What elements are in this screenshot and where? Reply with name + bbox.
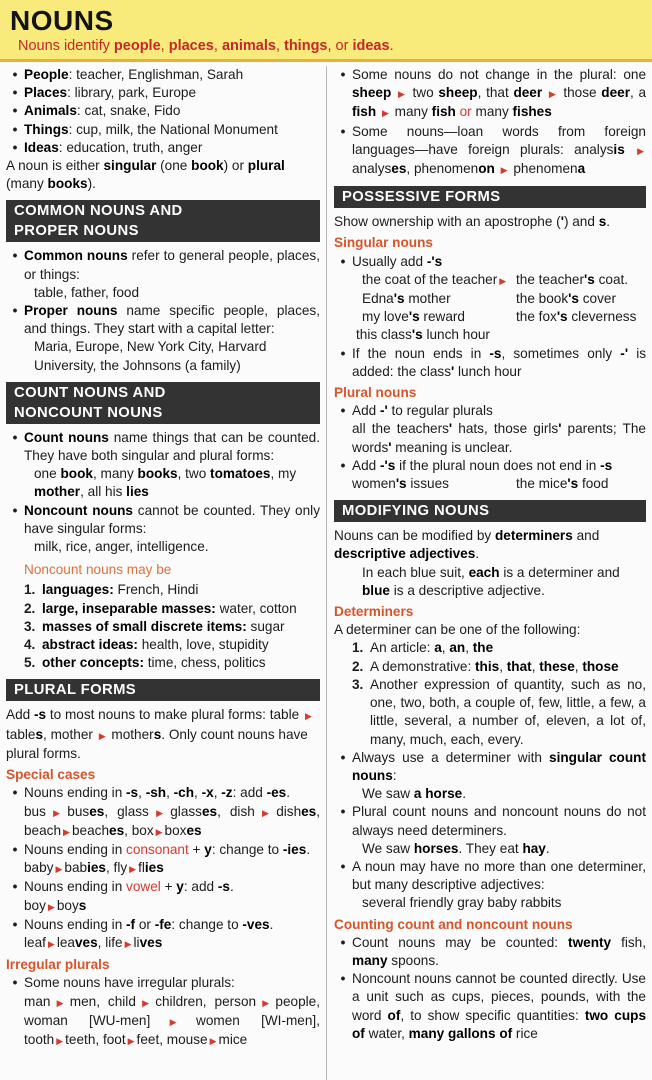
item-text: Nouns ending in -s, -sh, -ch, -x, -z: add -es. bus ▶ buses, glass ▶ glasses, dish ▶ dishes, beach ▶ beaches, box ▶ boxes (24, 785, 320, 838)
section-heading: MODIFYING NOUNS (334, 500, 646, 522)
section-heading: COUNT NOUNS AND NONCOUNT NOUNS (6, 382, 320, 424)
bullet-icon: • (12, 429, 18, 445)
numbered-item (24, 654, 320, 672)
bullet-item (6, 916, 320, 953)
item-number: 2. (24, 600, 36, 616)
item-text: Some nouns have irregular plurals: man ▶ men, child ▶ children, person ▶ people, woman [WU-men] ▶ women [WI-men], tooth ▶ teeth, foot ▶ feet, mouse ▶ mice (24, 975, 320, 1047)
item-number: 3. (24, 618, 36, 634)
item-number: 1. (352, 640, 364, 656)
bullet-icon: • (12, 85, 18, 101)
left-column (6, 66, 320, 1080)
bullet-icon: • (12, 841, 18, 857)
example-text: We saw horses. They eat hay. (362, 840, 550, 856)
bullet-icon: • (340, 934, 346, 950)
bullet-item (6, 139, 320, 157)
subsection-heading: Plural nouns (334, 385, 417, 401)
example-pair (334, 308, 646, 326)
item-text: Nouns ending in vowel + y: add -s. boy ▶ boys (24, 879, 234, 913)
item-text: Nouns ending in consonant + y: change to -ies. baby ▶ babies, fly ▶ flies (24, 841, 311, 876)
example-text: milk, rice, anger, intelligence. (34, 539, 209, 555)
bullet-item (6, 878, 320, 915)
bullet-item (334, 123, 646, 180)
bullet-icon: • (12, 121, 18, 137)
item-text: other concepts: time, chess, politics (42, 655, 266, 671)
numbered-item (24, 636, 320, 654)
item-text: large, inseparable masses: water, cotton (42, 600, 297, 616)
example-pair (334, 271, 646, 290)
item-text: Always use a determiner with singular count nouns: (352, 749, 646, 783)
list-heading: Noncount nouns may be (24, 562, 172, 578)
section-heading: POSSESSIVE FORMS (334, 186, 646, 208)
bullet-item (334, 253, 646, 271)
paragraph: Add -s to most nouns to make plural forms: table ▶ tables, mother ▶ mothers. Only count nouns have plural forms. (6, 707, 312, 761)
item-text: A demonstrative: this, that, these, those (370, 658, 619, 674)
bullet-item (6, 302, 320, 338)
example-text: We saw a horse. (362, 786, 467, 802)
bullet-icon: • (340, 67, 346, 82)
column-divider (326, 66, 327, 1080)
numbered-item (352, 676, 646, 749)
bullet-icon: • (12, 103, 18, 119)
example-pair (334, 290, 646, 308)
bullet-item (334, 749, 646, 785)
right-column (334, 66, 646, 1080)
item-text: Animals: cat, snake, Fido (24, 103, 181, 119)
item-text: Proper nouns name specific people, places, and things. They start with a capital letter: (24, 303, 320, 337)
paragraph: A determiner can be one of the following: (334, 622, 581, 638)
item-text: Things: cup, milk, the National Monument (24, 121, 278, 137)
example-text: Maria, Europe, New York City, Harvard University, the Johnsons (a family) (34, 339, 267, 373)
bullet-icon: • (12, 303, 18, 319)
item-text: Noncount nouns cannot be counted directly. Use a unit such as cups, pieces, pounds, with the word of, to show specific quantities: two cups of water, many gallons of rice (352, 971, 646, 1041)
item-number: 1. (24, 582, 36, 598)
bullet-item (334, 803, 646, 839)
item-number: 3. (352, 676, 364, 692)
example-right: the book's cover (516, 291, 616, 307)
bullet-item (334, 858, 646, 894)
bullet-icon: • (340, 804, 346, 820)
item-text: Add -' to regular plurals all the teachers' hats, those girls' parents; The words' meaning is unclear. (352, 403, 646, 455)
bullet-item (6, 247, 320, 283)
item-text: abstract ideas: health, love, stupidity (42, 637, 269, 653)
item-text: Usually add -'s (352, 253, 443, 269)
bullet-item (6, 84, 320, 102)
subsection-heading: Special cases (6, 767, 96, 783)
bullet-icon: • (340, 749, 346, 765)
bullet-icon: • (12, 502, 18, 518)
bullet-icon: • (12, 139, 18, 155)
item-number: 2. (352, 658, 364, 674)
example-text: several friendly gray baby rabbits (362, 895, 562, 911)
example-right: the mice's food (516, 476, 609, 492)
item-text: Count nouns may be counted: twenty fish, many spoons. (352, 934, 646, 968)
numbered-item (24, 581, 320, 599)
item-text: languages: French, Hindi (42, 582, 199, 598)
bullet-icon: • (340, 403, 346, 419)
bullet-item (334, 402, 646, 457)
subsection-heading: Counting count and noncount nouns (334, 916, 573, 932)
bullet-icon: • (340, 345, 346, 361)
item-text: An article: a, an, the (370, 640, 494, 656)
example-left: my love's reward (362, 309, 465, 325)
example-text: this class's lunch hour (356, 327, 490, 343)
section-heading: PLURAL FORMS (6, 679, 320, 701)
bullet-item (6, 784, 320, 841)
example-text: one book, many books, two tomatoes, my mother, all his lies (34, 466, 297, 500)
bullet-item (6, 121, 320, 139)
item-text: Noncount nouns cannot be counted. They only have singular forms: (24, 502, 320, 536)
bullet-icon: • (340, 858, 346, 874)
item-text: Nouns ending in -f or -fe: change to -ves. leaf ▶ leaves, life ▶ lives (24, 916, 274, 950)
page-title: NOUNS (10, 5, 114, 36)
example-left: women's issues (352, 476, 449, 492)
numbered-item (24, 600, 320, 618)
bullet-icon: • (340, 123, 346, 139)
subsection-heading: Determiners (334, 604, 414, 620)
bullet-icon: • (12, 916, 18, 932)
page-subtitle: Nouns identify people, places, animals, things, or ideas. (18, 38, 394, 54)
bullet-item (334, 66, 646, 123)
example-left: Edna's mother (362, 291, 451, 307)
bullet-item (334, 457, 646, 475)
bullet-icon: • (340, 457, 346, 473)
numbered-item (352, 639, 646, 657)
bullet-icon: • (12, 67, 18, 82)
bullet-icon: • (340, 253, 346, 269)
bullet-icon: • (340, 971, 346, 987)
item-text: Add -'s if the plural noun does not end in -s (352, 457, 613, 473)
item-text: Count nouns name things that can be counted. They have both singular and plural forms: (24, 429, 320, 464)
bullet-icon: • (12, 879, 18, 895)
bullet-item (6, 429, 320, 465)
bullet-item (334, 345, 646, 381)
item-text: Ideas: education, truth, anger (24, 139, 203, 155)
bullet-item (334, 934, 646, 970)
bullet-icon: • (12, 785, 18, 801)
example-pair (334, 475, 646, 493)
item-text: Some nouns do not change in the plural: one sheep ▶ two sheep, that deer ▶ those deer, a fish ▶ many fish or many fishes (352, 67, 646, 120)
bullet-icon: • (12, 248, 18, 264)
item-text: Another expression of quantity, such as no, one, two, both, a couple of, few, little, a few, a little, several, a number of, eleven, a lot of, many, much, each, every. (370, 676, 646, 747)
example-right: the fox's cleverness (516, 309, 637, 325)
item-text: Some nouns—loan words from foreign languages—have foreign plurals: analysis ▶ analyses, phenomenon ▶ phenomena (352, 123, 646, 177)
page-header (0, 0, 652, 62)
item-text: If the noun ends in -s, sometimes only -' is added: the class' lunch hour (352, 345, 646, 379)
bullet-item (334, 970, 646, 1043)
item-text: Plural count nouns and noncount nouns do not always need determiners. (352, 804, 646, 838)
numbered-item (352, 658, 646, 676)
bullet-icon: • (12, 975, 18, 991)
bullet-item (6, 841, 320, 878)
bullet-item (6, 974, 320, 1050)
example-right: the teacher's coat. (516, 271, 629, 287)
item-number: 5. (24, 655, 36, 671)
subsection-heading: Singular nouns (334, 235, 433, 251)
item-text: Common nouns refer to general people, places, or things: (24, 248, 320, 282)
bullet-item (6, 66, 320, 84)
item-text: masses of small discrete items: sugar (42, 618, 285, 634)
bullet-item (6, 502, 320, 538)
example-text: In each blue suit, each is a determiner and blue is a descriptive adjective. (362, 564, 620, 598)
paragraph: A noun is either singular (one book) or plural (many books). (6, 158, 285, 192)
section-heading: COMMON NOUNS AND PROPER NOUNS (6, 200, 320, 242)
subsection-heading: Irregular plurals (6, 957, 110, 973)
numbered-item (24, 618, 320, 636)
paragraph: Nouns can be modified by determiners and descriptive adjectives. (334, 528, 600, 562)
item-text: A noun may have no more than one determiner, but many descriptive adjectives: (352, 858, 646, 893)
item-number: 4. (24, 637, 36, 653)
example-text: table, father, food (34, 284, 140, 300)
example-left: the coat of the teacher ▶ (362, 271, 507, 287)
paragraph: Show ownership with an apostrophe (') and s. (334, 214, 611, 230)
bullet-item (6, 102, 320, 120)
item-text: Places: library, park, Europe (24, 85, 197, 101)
item-text: People: teacher, Englishman, Sarah (24, 67, 244, 82)
